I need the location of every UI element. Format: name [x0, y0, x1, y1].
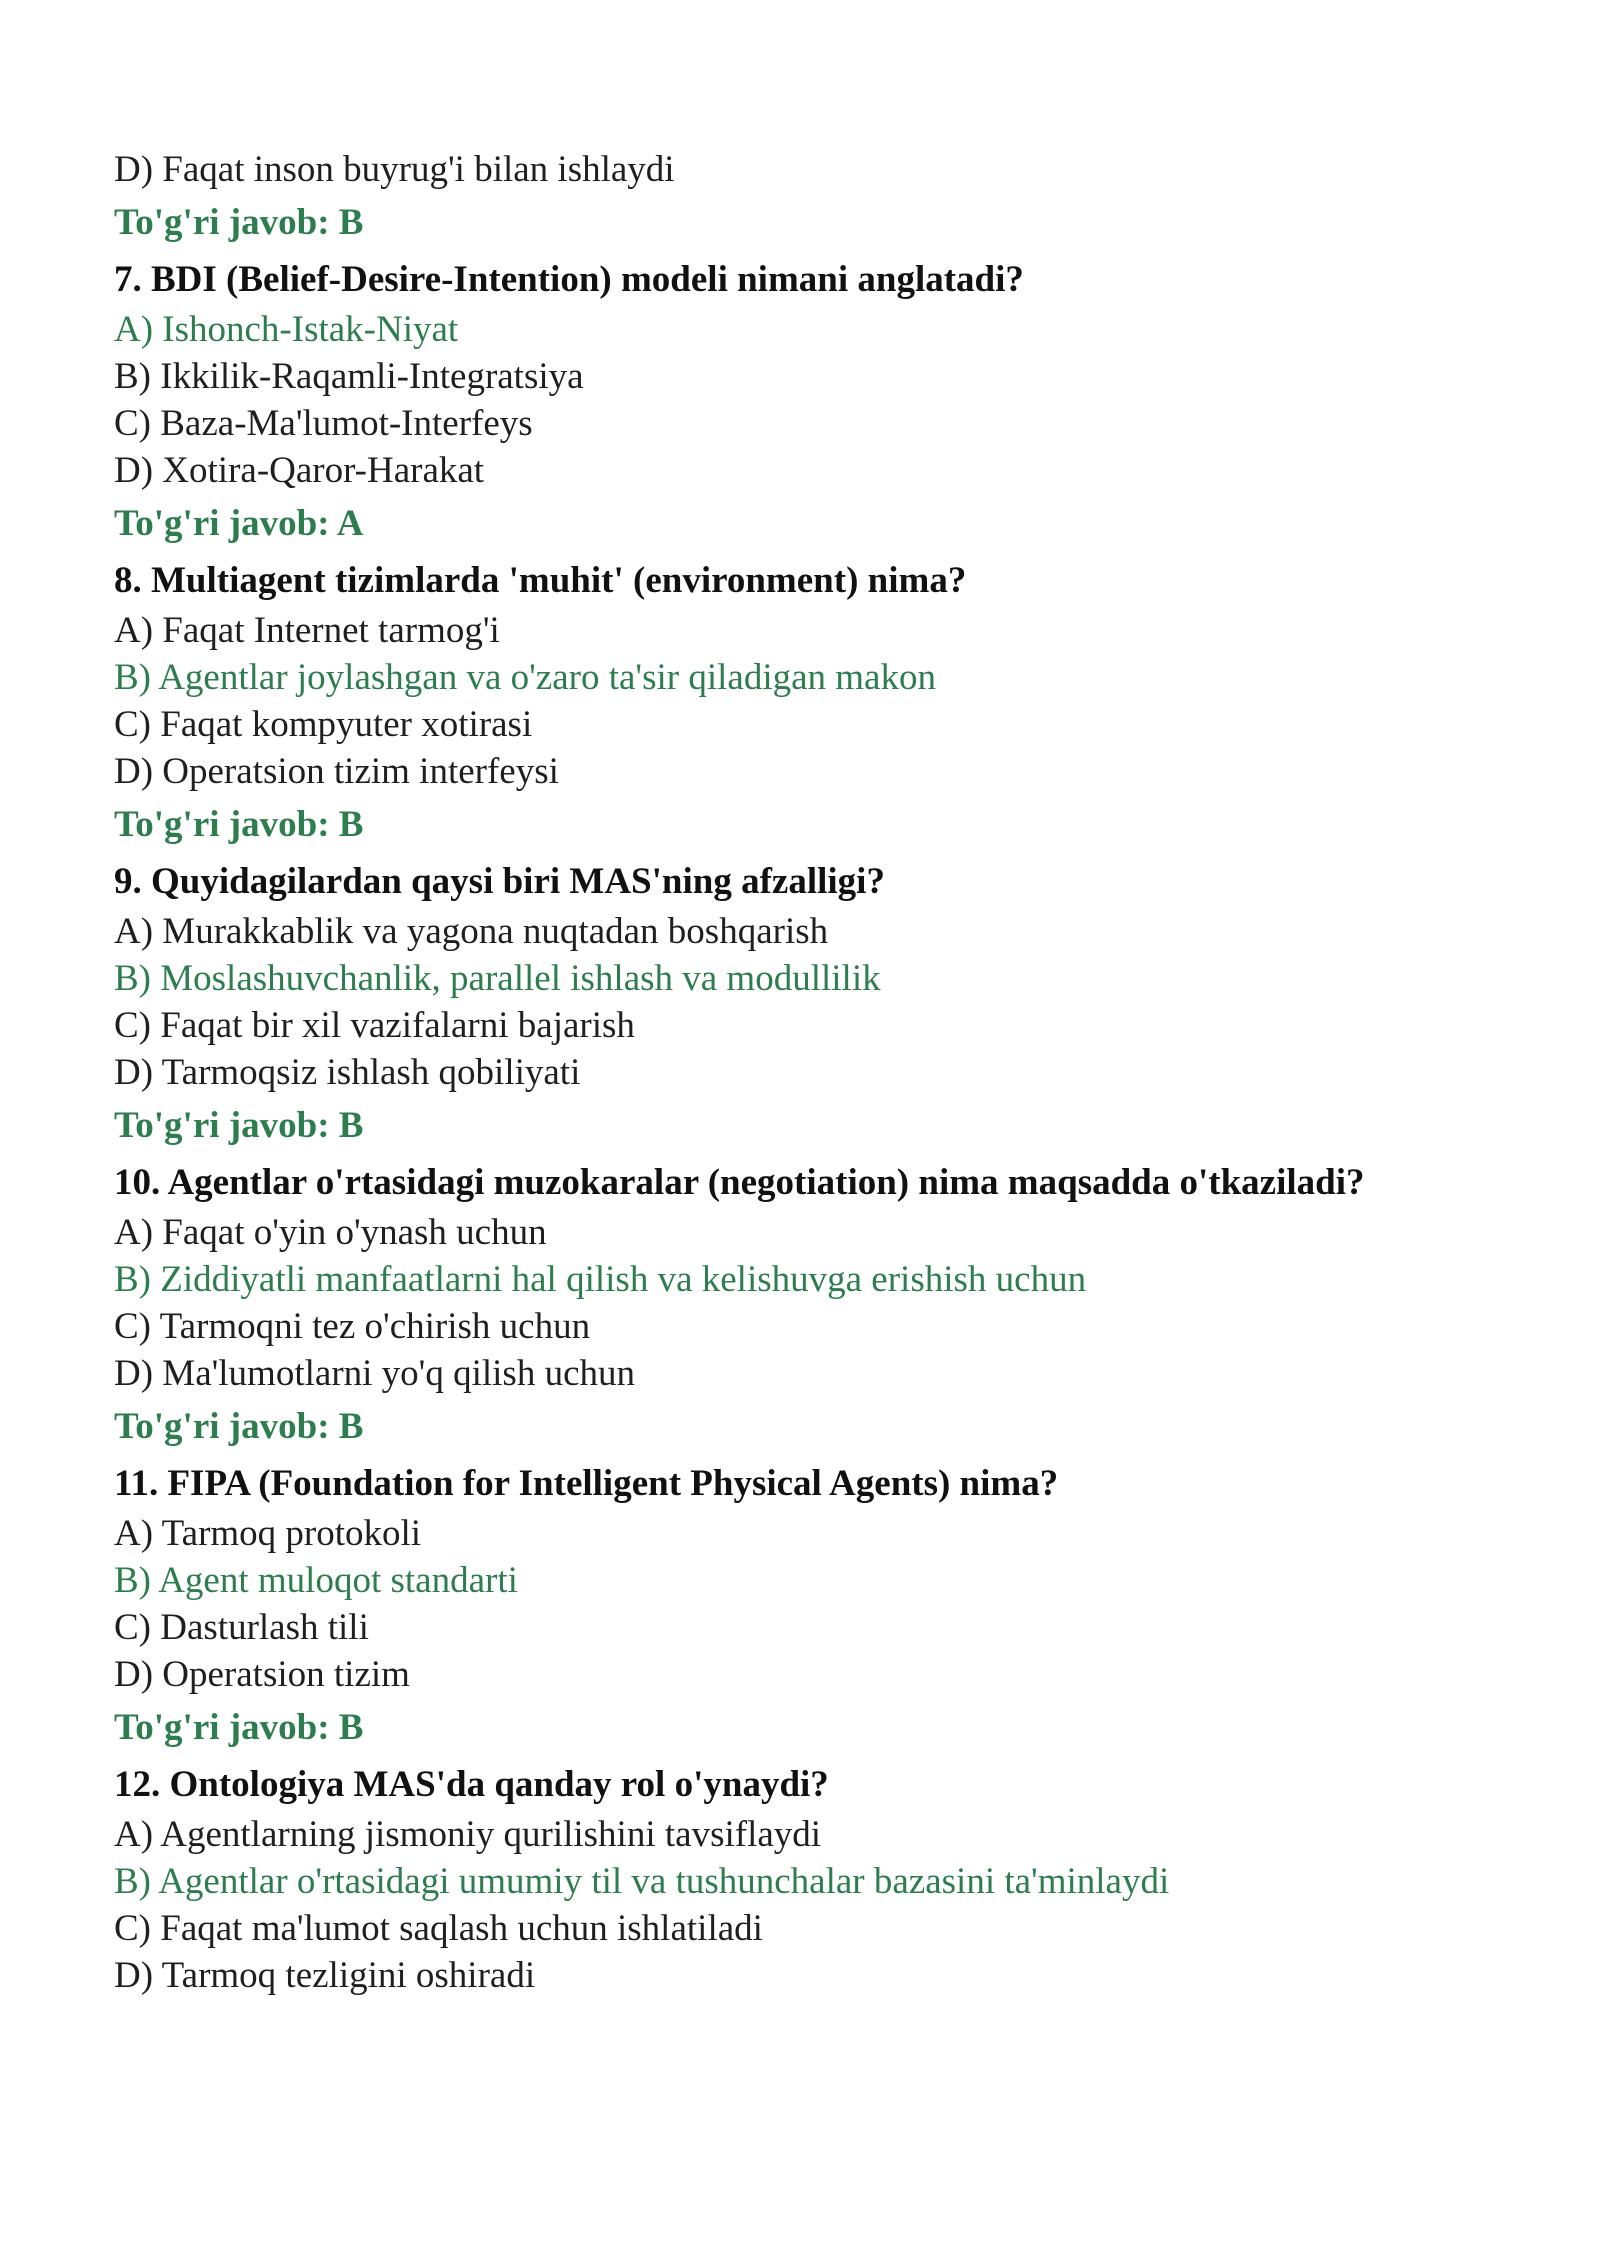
question-title: 11. FIPA (Foundation for Intelligent Physical Agents) nima? — [114, 1463, 1059, 1504]
question-title: 9. Quyidagilardan qaysi biri MAS'ning afzalligi? — [114, 861, 885, 902]
question-block — [114, 1761, 1494, 1999]
question-block — [114, 858, 1494, 1149]
option-b: B) Agentlar o'rtasidagi umumiy til va tushunchalar bazasini ta'minlaydi — [114, 1861, 1170, 1902]
question-title: 7. BDI (Belief-Desire-Intention) modeli nimani anglatadi? — [114, 259, 1024, 300]
option-d: D) Operatsion tizim — [114, 1654, 410, 1695]
option-b: B) Moslashuvchanlik, parallel ishlash va modullilik — [114, 958, 881, 999]
question-title: 12. Ontologiya MAS'da qanday rol o'ynaydi? — [114, 1764, 829, 1805]
question-block — [114, 557, 1494, 848]
option-c: C) Tarmoqni tez o'chirish uchun — [114, 1306, 591, 1347]
option-b: B) Ziddiyatli manfaatlarni hal qilish va kelishuvga erishish uchun — [114, 1259, 1087, 1300]
option-c: C) Faqat bir xil vazifalarni bajarish — [114, 1005, 635, 1046]
option-d: D) Tarmoq tezligini oshiradi — [114, 1955, 536, 1996]
correct-answer: To'g'ri javob: B — [114, 804, 364, 845]
option-c: C) Faqat kompyuter xotirasi — [114, 704, 533, 745]
option-a: A) Faqat Internet tarmog'i — [114, 610, 500, 651]
correct-answer: To'g'ri javob: B — [114, 1105, 364, 1146]
correct-answer: To'g'ri javob: B — [114, 202, 364, 243]
option-c: C) Baza-Ma'lumot-Interfeys — [114, 403, 533, 444]
option-d: D) Faqat inson buyrug'i bilan ishlaydi — [114, 149, 675, 190]
question-title: 8. Multiagent tizimlarda 'muhit' (environment) nima? — [114, 560, 967, 601]
option-d: D) Ma'lumotlarni yo'q qilish uchun — [114, 1353, 635, 1394]
option-b: B) Ikkilik-Raqamli-Integratsiya — [114, 356, 584, 397]
quiz-content — [114, 146, 1494, 1999]
option-b: B) Agentlar joylashgan va o'zaro ta'sir qiladigan makon — [114, 657, 936, 698]
question-block — [114, 1159, 1494, 1450]
option-d: D) Tarmoqsiz ishlash qobiliyati — [114, 1052, 581, 1093]
question-title: 10. Agentlar o'rtasidagi muzokaralar (negotiation) nima maqsadda o'tkaziladi? — [114, 1162, 1365, 1203]
correct-answer: To'g'ri javob: A — [114, 503, 364, 544]
correct-answer: To'g'ri javob: B — [114, 1406, 364, 1447]
question-block — [114, 256, 1494, 547]
option-a: A) Murakkablik va yagona nuqtadan boshqarish — [114, 911, 829, 952]
option-c: C) Dasturlash tili — [114, 1607, 369, 1648]
option-c: C) Faqat ma'lumot saqlash uchun ishlatiladi — [114, 1908, 763, 1949]
option-a: A) Ishonch-Istak-Niyat — [114, 309, 459, 350]
option-a: A) Tarmoq protokoli — [114, 1513, 422, 1554]
option-a: A) Agentlarning jismoniy qurilishini tavsiflaydi — [114, 1814, 822, 1855]
option-d: D) Operatsion tizim interfeysi — [114, 751, 559, 792]
question-block — [114, 1460, 1494, 1751]
correct-answer: To'g'ri javob: B — [114, 1707, 364, 1748]
option-a: A) Faqat o'yin o'ynash uchun — [114, 1212, 547, 1253]
option-b: B) Agent muloqot standarti — [114, 1560, 518, 1601]
option-d: D) Xotira-Qaror-Harakat — [114, 450, 485, 491]
